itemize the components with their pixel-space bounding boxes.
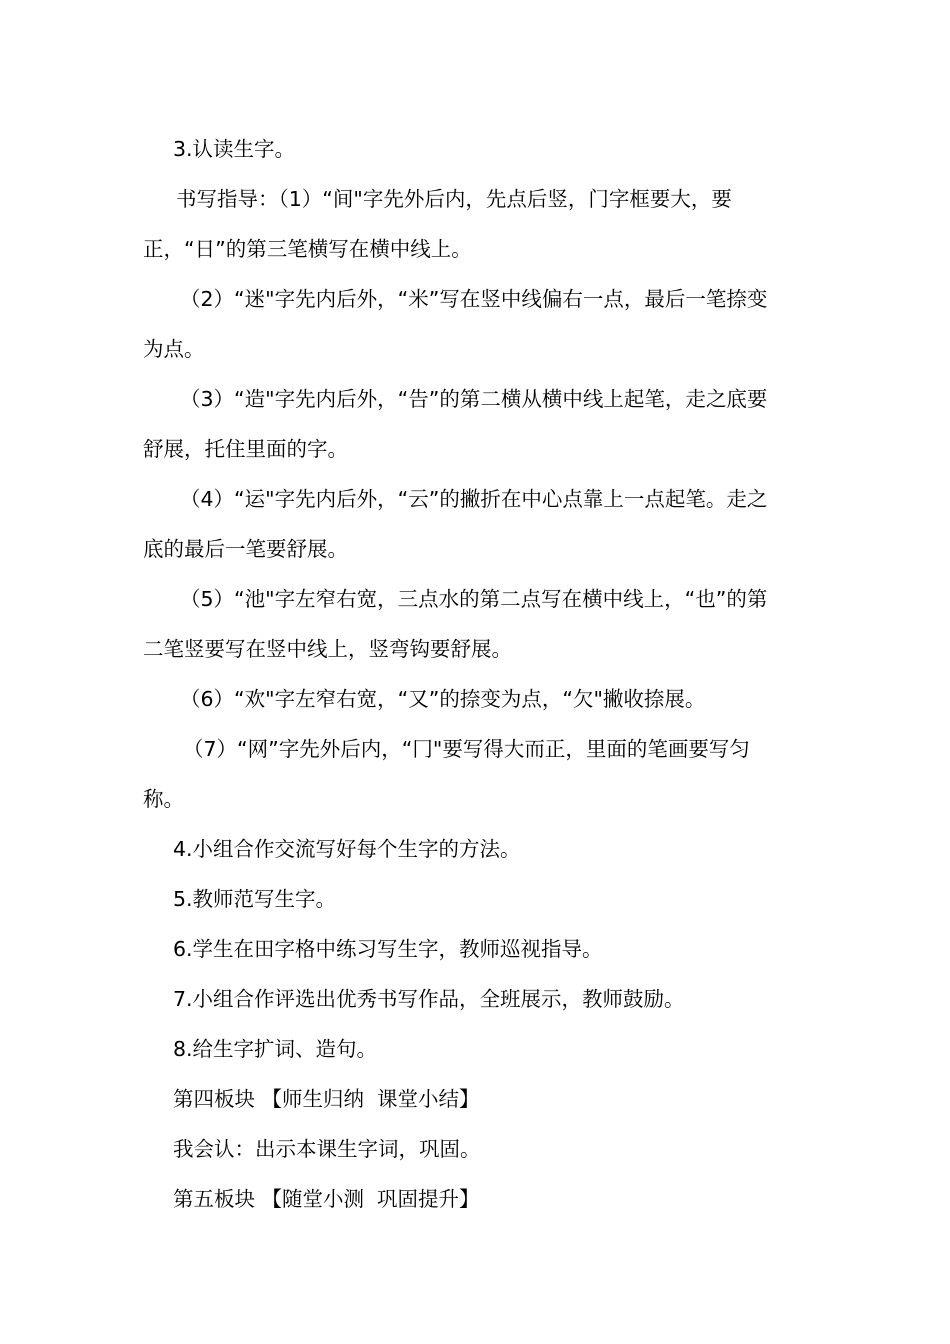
- paragraph-step-8: [143, 1024, 808, 1074]
- paragraph-line: 我会认：出示本课生字词，巩固。: [173, 1137, 481, 1161]
- paragraph-line: 底的最后一笔要舒展。: [143, 537, 348, 561]
- paragraph-line: （4）“运"字先内后外，“云”的撇折在中心点靠上一点起笔。走之: [180, 487, 768, 511]
- paragraph-line: （7）“网”字先外后内，“冂"要写得大而正，里面的笔画要写匀: [183, 737, 750, 761]
- paragraph-line: （3）“造"字先内后外，“告”的第二横从横中线上起笔，走之底要: [180, 387, 768, 411]
- paragraph-writing-guide-4: [143, 474, 808, 574]
- paragraph-line: 称。: [143, 787, 184, 811]
- paragraph-line: 为点。: [143, 337, 205, 361]
- section-heading-5: [143, 1174, 808, 1224]
- paragraph-line: （5）“池"字左窄右宽，三点水的第二点写在横中线上，“也”的第: [180, 587, 768, 611]
- paragraph-line: 第五板块 【随堂小测 巩固提升】: [173, 1187, 480, 1211]
- paragraph-line: 二笔竖要写在竖中线上，竖弯钩要舒展。: [143, 637, 512, 661]
- paragraph-line: （2）“迷"字先内后外，“米”写在竖中线偏右一点，最后一笔捺变: [180, 287, 768, 311]
- paragraph-step-6: [143, 924, 808, 974]
- paragraph-line: 7.小组合作评选出优秀书写作品，全班展示，教师鼓励。: [173, 987, 685, 1011]
- paragraph-writing-guide-3: [143, 374, 808, 474]
- paragraph-line: （6）“欢"字左窄右宽，“又”的捺变为点，“欠"撇收捺展。: [180, 687, 706, 711]
- paragraph-line: 8.给生字扩词、造句。: [173, 1037, 378, 1061]
- paragraph-step-5: [143, 874, 808, 924]
- paragraph-writing-guide-7: [143, 724, 808, 824]
- paragraph-line: 书写指导：（1）“间"字先外后内，先点后竖，门字框要大，要: [176, 187, 732, 211]
- document-body: [143, 124, 808, 1224]
- paragraph-line: 4.小组合作交流写好每个生字的方法。: [173, 837, 521, 861]
- section-heading-4: [143, 1074, 808, 1124]
- paragraph-line: 3.认读生字。: [173, 137, 296, 161]
- paragraph-step-4: [143, 824, 808, 874]
- paragraph-review: [143, 1124, 808, 1174]
- paragraph-writing-guide-1: [143, 174, 808, 274]
- paragraph-line: 6.学生在田字格中练习写生字，教师巡视指导。: [173, 937, 603, 961]
- paragraph-line: 正，“日”的第三笔横写在横中线上。: [143, 237, 472, 261]
- paragraph-writing-guide-2: [143, 274, 808, 374]
- paragraph-line: 舒展，托住里面的字。: [143, 437, 348, 461]
- paragraph-line: 第四板块 【师生归纳 课堂小结】: [173, 1087, 480, 1111]
- paragraph-writing-guide-5: [143, 574, 808, 674]
- paragraph-step-7: [143, 974, 808, 1024]
- paragraph-writing-guide-6: [143, 674, 808, 724]
- paragraph-line: 5.教师范写生字。: [173, 887, 337, 911]
- paragraph-step-3: [143, 124, 808, 174]
